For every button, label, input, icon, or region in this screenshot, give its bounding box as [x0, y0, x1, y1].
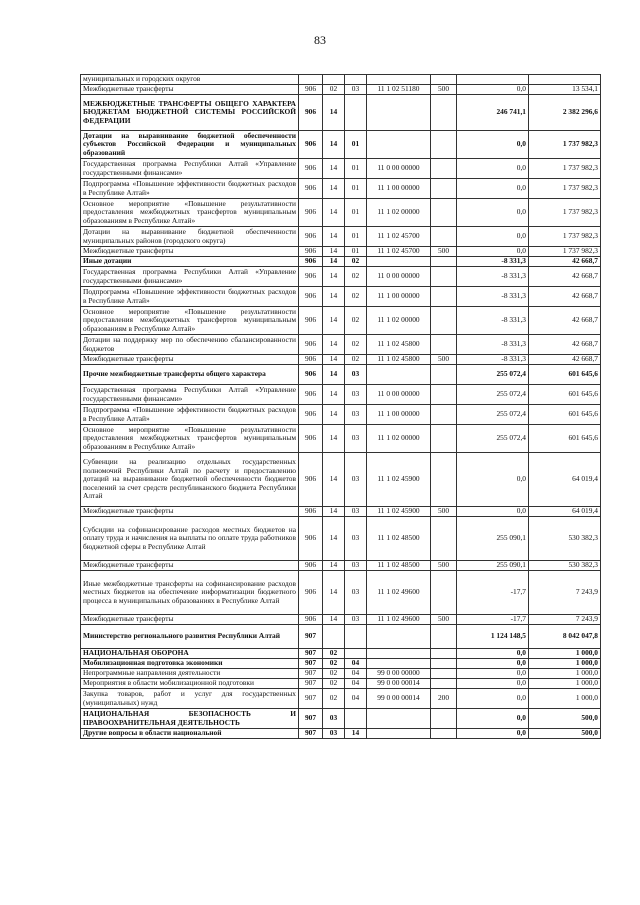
subsection-code: 03 — [345, 365, 367, 385]
amount-change: -8 331,3 — [457, 307, 529, 335]
amount-change: 246 741,1 — [457, 95, 529, 131]
row-name: Подпрограмма «Повышение эффективности бюджетных расходов в Республике Алтай» — [81, 287, 299, 307]
row-name: Дотации на выравнивание бюджетной обеспеченности муниципальных районов (городского округа) — [81, 227, 299, 247]
expense-type-code: 500 — [431, 85, 457, 95]
amount-total: 1 000,0 — [529, 649, 601, 659]
expense-type-code — [431, 405, 457, 425]
amount-change: -8 331,3 — [457, 335, 529, 355]
section-code — [323, 625, 345, 649]
subsection-code: 02 — [345, 257, 367, 267]
target-article-code: 11 1 02 48500 — [367, 517, 431, 561]
ved-code: 907 — [299, 689, 323, 709]
expense-type-code: 500 — [431, 507, 457, 517]
section-code: 14 — [323, 615, 345, 625]
expense-type-code: 500 — [431, 247, 457, 257]
amount-change: -8 331,3 — [457, 257, 529, 267]
amount-change: 0,0 — [457, 649, 529, 659]
target-article-code — [367, 95, 431, 131]
row-name: Другие вопросы в области национальной — [81, 729, 299, 739]
section-code: 14 — [323, 517, 345, 561]
table-row — [81, 679, 601, 689]
amount-change: 1 124 148,5 — [457, 625, 529, 649]
row-name: Межбюджетные трансферты — [81, 507, 299, 517]
target-article-code: 99 0 00 00000 — [367, 669, 431, 679]
ved-code: 907 — [299, 649, 323, 659]
table-row — [81, 335, 601, 355]
row-name: Подпрограмма «Повышение эффективности бюджетных расходов в Республике Алтай» — [81, 405, 299, 425]
row-name: Межбюджетные трансферты — [81, 355, 299, 365]
expense-type-code: 500 — [431, 615, 457, 625]
subsection-code: 03 — [345, 385, 367, 405]
amount-change: 0,0 — [457, 179, 529, 199]
section-code: 14 — [323, 227, 345, 247]
section-code: 14 — [323, 405, 345, 425]
amount-total: 601 645,6 — [529, 425, 601, 453]
section-code: 14 — [323, 257, 345, 267]
target-article-code — [367, 659, 431, 669]
ved-code: 906 — [299, 335, 323, 355]
ved-code: 906 — [299, 257, 323, 267]
table-row — [81, 571, 601, 615]
row-name: Иные межбюджетные трансферты на софинансирование расходов местных бюджетов на обеспечение информатизации бюджетного процесса в муниципальных образованиях в Республике Алтай — [81, 571, 299, 615]
table-row — [81, 247, 601, 257]
subsection-code: 02 — [345, 307, 367, 335]
subsection-code: 04 — [345, 679, 367, 689]
amount-total: 530 382,3 — [529, 517, 601, 561]
subsection-code — [345, 625, 367, 649]
target-article-code: 11 0 00 00000 — [367, 267, 431, 287]
table-row — [81, 267, 601, 287]
expense-type-code — [431, 257, 457, 267]
amount-total: 601 645,6 — [529, 365, 601, 385]
ved-code: 906 — [299, 453, 323, 507]
table-row — [81, 659, 601, 669]
table-row — [81, 179, 601, 199]
amount-change: -8 331,3 — [457, 267, 529, 287]
subsection-code: 03 — [345, 571, 367, 615]
target-article-code — [367, 649, 431, 659]
row-name: МЕЖБЮДЖЕТНЫЕ ТРАНСФЕРТЫ ОБЩЕГО ХАРАКТЕРА БЮДЖЕТАМ БЮДЖЕТНОЙ СИСТЕМЫ РОССИЙСКОЙ ФЕДЕРАЦИИ — [81, 95, 299, 131]
table-row — [81, 307, 601, 335]
table-row — [81, 227, 601, 247]
table-row — [81, 385, 601, 405]
target-article-code: 11 1 02 45700 — [367, 227, 431, 247]
section-code: 02 — [323, 689, 345, 709]
row-name: Межбюджетные трансферты — [81, 561, 299, 571]
section-code: 14 — [323, 267, 345, 287]
amount-total: 601 645,6 — [529, 385, 601, 405]
row-name: Государственная программа Республики Алтай «Управление государственными финансами» — [81, 159, 299, 179]
table-row — [81, 561, 601, 571]
row-name: Подпрограмма «Повышение эффективности бюджетных расходов в Республике Алтай» — [81, 179, 299, 199]
section-code — [323, 75, 345, 85]
amount-change: -8 331,3 — [457, 355, 529, 365]
subsection-code — [345, 709, 367, 729]
amount-total: 1 737 982,3 — [529, 199, 601, 227]
amount-change: 0,0 — [457, 729, 529, 739]
table-row — [81, 517, 601, 561]
target-article-code: 11 1 02 48500 — [367, 561, 431, 571]
ved-code: 907 — [299, 669, 323, 679]
target-article-code: 99 0 00 00014 — [367, 689, 431, 709]
table-row — [81, 709, 601, 729]
expense-type-code — [431, 307, 457, 335]
table-row — [81, 453, 601, 507]
ved-code: 907 — [299, 659, 323, 669]
amount-change: 255 090,1 — [457, 561, 529, 571]
section-code: 14 — [323, 131, 345, 159]
target-article-code — [367, 365, 431, 385]
target-article-code: 11 1 00 00000 — [367, 179, 431, 199]
target-article-code: 11 0 00 00000 — [367, 159, 431, 179]
target-article-code — [367, 131, 431, 159]
ved-code: 906 — [299, 425, 323, 453]
amount-total: 42 668,7 — [529, 335, 601, 355]
subsection-code: 02 — [345, 267, 367, 287]
target-article-code — [367, 75, 431, 85]
table-row — [81, 615, 601, 625]
expense-type-code — [431, 659, 457, 669]
subsection-code: 03 — [345, 425, 367, 453]
expense-type-code — [431, 131, 457, 159]
expense-type-code — [431, 625, 457, 649]
ved-code: 906 — [299, 85, 323, 95]
amount-total: 2 382 296,6 — [529, 95, 601, 131]
table-row — [81, 625, 601, 649]
row-name: НАЦИОНАЛЬНАЯ БЕЗОПАСНОСТЬ И ПРАВООХРАНИТЕЛЬНАЯ ДЕЯТЕЛЬНОСТЬ — [81, 709, 299, 729]
section-code: 14 — [323, 247, 345, 257]
target-article-code: 11 1 00 00000 — [367, 287, 431, 307]
amount-total: 42 668,7 — [529, 355, 601, 365]
expense-type-code — [431, 159, 457, 179]
expense-type-code — [431, 517, 457, 561]
amount-change: 0,0 — [457, 227, 529, 247]
amount-change: -17,7 — [457, 571, 529, 615]
subsection-code: 01 — [345, 199, 367, 227]
table-row — [81, 287, 601, 307]
row-name: Основное мероприятие «Повышение результативности предоставления межбюджетных трансфертов муниципальным образованиям в Республике Алтай» — [81, 425, 299, 453]
row-name: Межбюджетные трансферты — [81, 247, 299, 257]
table-row — [81, 405, 601, 425]
expense-type-code: 500 — [431, 355, 457, 365]
target-article-code: 11 1 02 51180 — [367, 85, 431, 95]
subsection-code: 04 — [345, 669, 367, 679]
expense-type-code — [431, 679, 457, 689]
ved-code — [299, 75, 323, 85]
expense-type-code — [431, 179, 457, 199]
target-article-code — [367, 625, 431, 649]
amount-change: 0,0 — [457, 709, 529, 729]
ved-code: 906 — [299, 365, 323, 385]
row-name: Государственная программа Республики Алтай «Управление государственными финансами» — [81, 385, 299, 405]
expense-type-code — [431, 365, 457, 385]
subsection-code: 04 — [345, 689, 367, 709]
subsection-code: 02 — [345, 287, 367, 307]
subsection-code — [345, 95, 367, 131]
subsection-code: 14 — [345, 729, 367, 739]
amount-change — [457, 75, 529, 85]
budget-table — [80, 74, 601, 739]
expense-type-code — [431, 287, 457, 307]
target-article-code: 11 1 02 00000 — [367, 425, 431, 453]
row-name: Основное мероприятие «Повышение результативности предоставления межбюджетных трансфертов муниципальным образованиям в Республике Алтай» — [81, 199, 299, 227]
ved-code: 907 — [299, 709, 323, 729]
table-row — [81, 365, 601, 385]
target-article-code: 11 1 02 45800 — [367, 335, 431, 355]
target-article-code — [367, 709, 431, 729]
amount-change: 0,0 — [457, 679, 529, 689]
amount-total: 1 737 982,3 — [529, 131, 601, 159]
expense-type-code: 500 — [431, 561, 457, 571]
row-name: муниципальных и городских округов — [81, 75, 299, 85]
row-name: Субсидии на софинансирование расходов местных бюджетов на оплату труда и начисления на выплаты по оплате труда работников бюджетной сферы в Республике Алтай — [81, 517, 299, 561]
expense-type-code — [431, 649, 457, 659]
amount-change: 255 072,4 — [457, 425, 529, 453]
row-name: Прочие межбюджетные трансферты общего характера — [81, 365, 299, 385]
row-name: Иные дотации — [81, 257, 299, 267]
row-name: Государственная программа Республики Алтай «Управление государственными финансами» — [81, 267, 299, 287]
row-name: Мероприятия в области мобилизационной подготовки — [81, 679, 299, 689]
ved-code: 907 — [299, 679, 323, 689]
section-code: 14 — [323, 385, 345, 405]
amount-total: 1 737 982,3 — [529, 227, 601, 247]
ved-code: 906 — [299, 355, 323, 365]
amount-change: 255 090,1 — [457, 517, 529, 561]
target-article-code: 11 1 02 45900 — [367, 507, 431, 517]
amount-change: 0,0 — [457, 247, 529, 257]
amount-total: 42 668,7 — [529, 257, 601, 267]
amount-total: 42 668,7 — [529, 287, 601, 307]
ved-code: 906 — [299, 517, 323, 561]
section-code: 14 — [323, 453, 345, 507]
amount-change: 0,0 — [457, 669, 529, 679]
row-name: Мобилизационная подготовка экономики — [81, 659, 299, 669]
subsection-code: 02 — [345, 335, 367, 355]
section-code: 14 — [323, 507, 345, 517]
section-code: 14 — [323, 571, 345, 615]
row-name: Дотации на поддержку мер по обеспечению сбалансированности бюджетов — [81, 335, 299, 355]
row-name: Закупка товаров, работ и услуг для государственных (муниципальных) нужд — [81, 689, 299, 709]
subsection-code: 03 — [345, 453, 367, 507]
subsection-code — [345, 75, 367, 85]
row-name: Дотации на выравнивание бюджетной обеспеченности субъектов Российской Федерации и муниципальных образований — [81, 131, 299, 159]
ved-code: 906 — [299, 179, 323, 199]
ved-code: 906 — [299, 507, 323, 517]
amount-change: -8 331,3 — [457, 287, 529, 307]
section-code: 14 — [323, 95, 345, 131]
target-article-code: 11 1 00 00000 — [367, 405, 431, 425]
section-code: 02 — [323, 659, 345, 669]
expense-type-code — [431, 75, 457, 85]
target-article-code: 11 1 02 49600 — [367, 571, 431, 615]
table-row — [81, 85, 601, 95]
amount-total: 500,0 — [529, 709, 601, 729]
amount-total — [529, 75, 601, 85]
amount-total: 13 534,1 — [529, 85, 601, 95]
expense-type-code — [431, 227, 457, 247]
table-row — [81, 131, 601, 159]
ved-code: 906 — [299, 571, 323, 615]
ved-code: 906 — [299, 615, 323, 625]
ved-code: 906 — [299, 159, 323, 179]
expense-type-code — [431, 95, 457, 131]
ved-code: 906 — [299, 405, 323, 425]
section-code: 14 — [323, 307, 345, 335]
expense-type-code — [431, 385, 457, 405]
amount-total: 1 000,0 — [529, 659, 601, 669]
table-row — [81, 425, 601, 453]
section-code: 14 — [323, 179, 345, 199]
ved-code: 906 — [299, 199, 323, 227]
section-code: 03 — [323, 709, 345, 729]
target-article-code: 99 0 00 00014 — [367, 679, 431, 689]
ved-code: 907 — [299, 625, 323, 649]
amount-total: 1 000,0 — [529, 689, 601, 709]
section-code: 14 — [323, 287, 345, 307]
page-number: 83 — [314, 33, 326, 47]
table-row — [81, 729, 601, 739]
section-code: 03 — [323, 729, 345, 739]
section-code: 14 — [323, 199, 345, 227]
row-name: Межбюджетные трансферты — [81, 615, 299, 625]
ved-code: 906 — [299, 267, 323, 287]
ved-code: 907 — [299, 729, 323, 739]
row-name: НАЦИОНАЛЬНАЯ ОБОРОНА — [81, 649, 299, 659]
subsection-code: 01 — [345, 159, 367, 179]
subsection-code: 03 — [345, 405, 367, 425]
expense-type-code — [431, 267, 457, 287]
section-code: 14 — [323, 159, 345, 179]
amount-total: 1 737 982,3 — [529, 179, 601, 199]
expense-type-code — [431, 335, 457, 355]
section-code: 14 — [323, 355, 345, 365]
amount-change: 0,0 — [457, 453, 529, 507]
amount-change: 0,0 — [457, 159, 529, 179]
subsection-code: 03 — [345, 507, 367, 517]
target-article-code — [367, 257, 431, 267]
expense-type-code — [431, 571, 457, 615]
amount-total: 8 042 047,8 — [529, 625, 601, 649]
amount-change: 0,0 — [457, 199, 529, 227]
row-name: Субвенции на реализацию отдельных государственных полномочий Республики Алтай по расчету и предоставлению дотаций на выравнивание бюджетной обеспеченности бюджетов поселений за счет средств республиканского бюджета Республики Алтай — [81, 453, 299, 507]
amount-total: 1 000,0 — [529, 679, 601, 689]
table-row — [81, 689, 601, 709]
amount-total: 7 243,9 — [529, 571, 601, 615]
table-row — [81, 649, 601, 659]
ved-code: 906 — [299, 385, 323, 405]
amount-total: 601 645,6 — [529, 405, 601, 425]
amount-change: 0,0 — [457, 85, 529, 95]
row-name: Непрограммные направления деятельности — [81, 669, 299, 679]
amount-total: 1 000,0 — [529, 669, 601, 679]
subsection-code: 01 — [345, 227, 367, 247]
section-code: 14 — [323, 561, 345, 571]
amount-change: 0,0 — [457, 131, 529, 159]
amount-change: 0,0 — [457, 507, 529, 517]
section-code: 02 — [323, 669, 345, 679]
expense-type-code — [431, 669, 457, 679]
subsection-code: 01 — [345, 247, 367, 257]
amount-total: 530 382,3 — [529, 561, 601, 571]
section-code: 14 — [323, 335, 345, 355]
table-row — [81, 199, 601, 227]
amount-total: 7 243,9 — [529, 615, 601, 625]
amount-change: 0,0 — [457, 659, 529, 669]
row-name: Министерство регионального развития Республики Алтай — [81, 625, 299, 649]
subsection-code: 01 — [345, 131, 367, 159]
table-row — [81, 507, 601, 517]
subsection-code: 03 — [345, 517, 367, 561]
target-article-code: 11 1 02 00000 — [367, 307, 431, 335]
amount-total: 500,0 — [529, 729, 601, 739]
target-article-code: 11 1 02 45800 — [367, 355, 431, 365]
subsection-code — [345, 649, 367, 659]
expense-type-code: 200 — [431, 689, 457, 709]
expense-type-code — [431, 729, 457, 739]
subsection-code: 03 — [345, 561, 367, 571]
subsection-code: 03 — [345, 615, 367, 625]
target-article-code: 11 1 02 00000 — [367, 199, 431, 227]
subsection-code: 02 — [345, 355, 367, 365]
target-article-code: 11 1 02 49600 — [367, 615, 431, 625]
expense-type-code — [431, 453, 457, 507]
amount-change: 0,0 — [457, 689, 529, 709]
amount-total: 1 737 982,3 — [529, 159, 601, 179]
section-code: 14 — [323, 365, 345, 385]
table-row — [81, 669, 601, 679]
table-row — [81, 95, 601, 131]
amount-change: 255 072,4 — [457, 405, 529, 425]
table-row — [81, 159, 601, 179]
subsection-code: 04 — [345, 659, 367, 669]
table-row — [81, 257, 601, 267]
subsection-code: 01 — [345, 179, 367, 199]
ved-code: 906 — [299, 307, 323, 335]
ved-code: 906 — [299, 561, 323, 571]
amount-total: 64 019,4 — [529, 507, 601, 517]
ved-code: 906 — [299, 247, 323, 257]
expense-type-code — [431, 199, 457, 227]
amount-change: 255 072,4 — [457, 365, 529, 385]
amount-total: 1 737 982,3 — [529, 247, 601, 257]
amount-change: -17,7 — [457, 615, 529, 625]
expense-type-code — [431, 425, 457, 453]
amount-total: 42 668,7 — [529, 267, 601, 287]
section-code: 02 — [323, 679, 345, 689]
amount-total: 64 019,4 — [529, 453, 601, 507]
subsection-code: 03 — [345, 85, 367, 95]
amount-change: 255 072,4 — [457, 385, 529, 405]
ved-code: 906 — [299, 131, 323, 159]
section-code: 14 — [323, 425, 345, 453]
expense-type-code — [431, 709, 457, 729]
amount-total: 42 668,7 — [529, 307, 601, 335]
ved-code: 906 — [299, 95, 323, 131]
target-article-code — [367, 729, 431, 739]
table-row — [81, 75, 601, 85]
row-name: Основное мероприятие «Повышение результативности предоставления межбюджетных трансфертов муниципальным образованиям в Республике Алтай» — [81, 307, 299, 335]
target-article-code: 11 1 02 45700 — [367, 247, 431, 257]
target-article-code: 11 0 00 00000 — [367, 385, 431, 405]
row-name: Межбюджетные трансферты — [81, 85, 299, 95]
ved-code: 906 — [299, 227, 323, 247]
table-row — [81, 355, 601, 365]
section-code: 02 — [323, 649, 345, 659]
section-code: 02 — [323, 85, 345, 95]
ved-code: 906 — [299, 287, 323, 307]
target-article-code: 11 1 02 45900 — [367, 453, 431, 507]
